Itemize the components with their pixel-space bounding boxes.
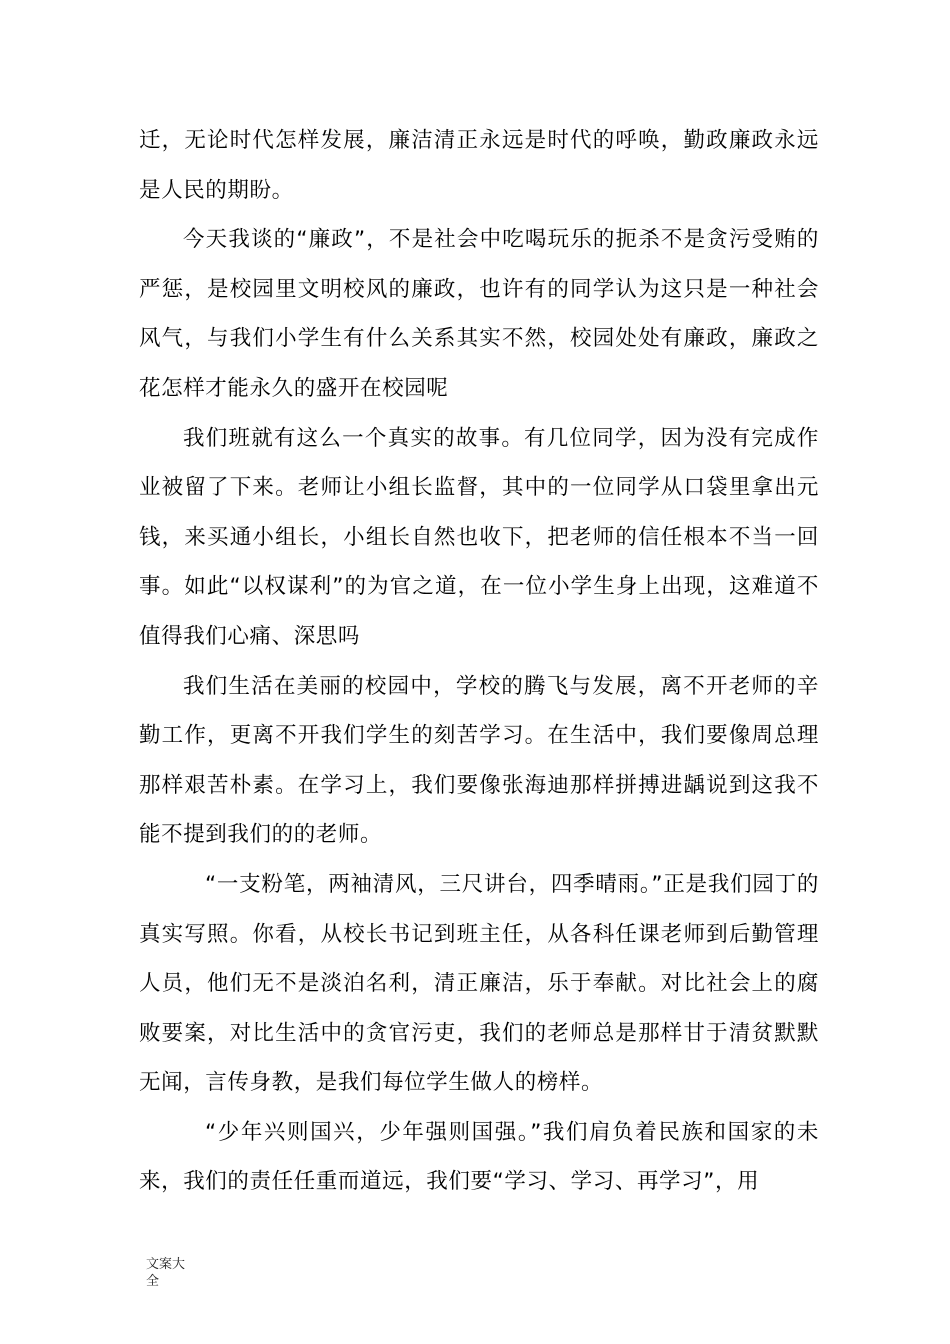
paragraph-youth: “少年兴则国兴，少年强则国强。”我们肩负着民族和国家的未来，我们的责任任重而道远，我们要“学习、学习、再学习”，用 — [139, 1119, 819, 1195]
body-text — [139, 116, 819, 1207]
paragraph-campus-life: 我们生活在美丽的校园中，学校的腾飞与发展，离不开老师的辛勤工作，更离不开我们学生的刻苦学习。在生活中，我们要像周总理那样艰苦朴素。在学习上，我们要像张海迪那样拼搏进龋说到这我不能不提到我们的的老师。 — [139, 673, 819, 848]
paragraph-class-story: 我们班就有这么一个真实的故事。有几位同学，因为没有完成作业被留了下来。老师让小组长监督，其中的一位同学从口袋里拿出元钱，来买通小组长，小组长自然也收下，把老师的信任根本不当一回事。如此“以权谋利”的为官之道，在一位小学生身上出现，这难道不值得我们心痛、深思吗 — [139, 425, 819, 649]
footer-watermark: 文案大全 — [146, 1257, 186, 1289]
paragraph-lianzheng-intro: 今天我谈的“廉政”，不是社会中吃喝玩乐的扼杀不是贪污受贿的严惩，是校园里文明校风的廉政，也许有的同学认为这只是一种社会风气，与我们小学生有什么关系其实不然，校园处处有廉政，廉政之花怎样才能永久的盛开在校园呢 — [139, 227, 819, 401]
paragraph-teachers: “一支粉笔，两袖清风，三尺讲台，四季晴雨。”正是我们园丁的真实写照。你看，从校长书记到班主任，从各科任课老师到后勤管理人员，他们无不是淡泊名利，清正廉洁，乐于奉献。对比社会上的腐败要案，对比生活中的贪官污吏，我们的老师总是那样甘于清贫默默无闻，言传身教，是我们每位学生做人的榜样。 — [139, 871, 819, 1096]
paragraph-continuation: 迁，无论时代怎样发展，廉洁清正永远是时代的呼唤，勤政廉政永远是人民的期盼。 — [139, 128, 819, 203]
